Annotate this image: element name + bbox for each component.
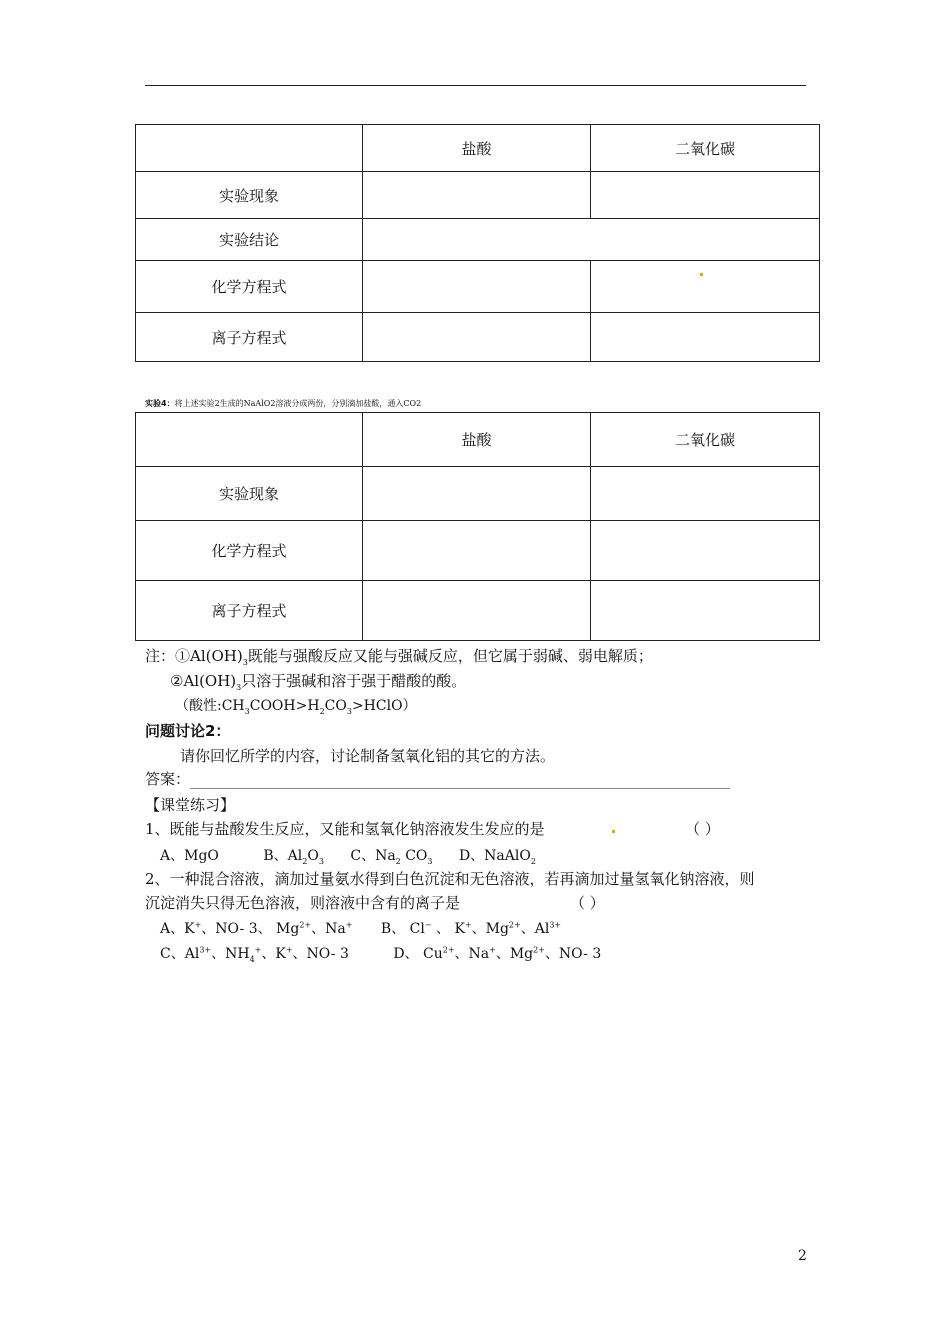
table-row [136, 581, 820, 641]
note-text: COOH>H [249, 698, 320, 714]
table-header-cell: 盐酸 [363, 125, 591, 172]
question-2-line-2: 沉淀消失只得无色溶液，则溶液中含有的离子是 [145, 894, 461, 912]
question-2-options-ab [160, 918, 561, 938]
subscript: 3 [236, 683, 242, 692]
subscript: 3 [346, 706, 352, 716]
practice-title: 【课堂练习】 [145, 796, 236, 814]
row-label: 化学方程式 [136, 261, 363, 313]
table-row [136, 261, 820, 313]
answer-cell[interactable] [363, 219, 820, 261]
option-b[interactable]: B、 Cl− 、 K+、$Mg^{2+}$、$Al^{3+}$ [380, 920, 562, 937]
note-text: >HClO） [351, 698, 417, 714]
caption-text: 将上述实验2生成的NaAlO2溶液分成两份，分别滴加盐酸，通入CO2 [174, 399, 422, 408]
note-1 [145, 645, 653, 667]
table-row [136, 313, 820, 362]
question-text: 1、既能与盐酸发生反应，又能和氢氧化钠溶液发生发应的是 [145, 820, 545, 838]
question-2-line-1: 2、一种混合溶液，滴加过量氨水得到白色沉淀和无色溶液，若再滴加过量氢氧化钠溶液，则 [145, 870, 755, 888]
answer-cell[interactable] [363, 172, 591, 219]
question-2-options-cd [160, 943, 601, 964]
row-label: 化学方程式 [136, 521, 363, 581]
answer-cell[interactable] [363, 467, 591, 521]
answer-cell[interactable] [591, 172, 820, 219]
answer-cell[interactable] [591, 581, 820, 641]
subscript: 3 [242, 658, 248, 667]
note-text: ②Al(OH) [170, 672, 237, 690]
table-header-row [136, 413, 820, 467]
experiment-4-caption [145, 398, 421, 409]
answer-label: 答案： [145, 770, 191, 788]
row-label: 离子方程式 [136, 581, 363, 641]
answer-cell[interactable] [591, 313, 820, 362]
table-header-row [136, 125, 820, 172]
option-c[interactable]: C、$Na_2$ $CO_3$ [350, 848, 433, 866]
subscript: 2 [319, 706, 325, 716]
question-1-options [160, 845, 536, 866]
table-header-cell: 二氧化碳 [591, 413, 820, 467]
answer-blank[interactable] [190, 774, 730, 789]
note-text: CO [324, 698, 347, 714]
note-2 [170, 670, 466, 692]
table-row [136, 467, 820, 521]
note-text: 只溶于强碱和溶于强于醋酸的酸。 [241, 672, 467, 690]
row-label: 实验现象 [136, 172, 363, 219]
answer-cell[interactable] [363, 581, 591, 641]
note-text: 既能与强酸反应又能与强碱反应，但它属于弱碱、弱电解质； [247, 647, 653, 665]
caption-label: 实验4： [145, 399, 175, 408]
table-header-cell [136, 413, 363, 467]
option-d[interactable]: D、NaAlO$_2$ [458, 848, 536, 866]
experiment-table-1 [135, 124, 820, 362]
table-header-cell: 盐酸 [363, 413, 591, 467]
answer-cell[interactable] [363, 313, 591, 362]
question-2-paren[interactable]: （ ） [570, 894, 605, 912]
option-a[interactable]: A、K+、NO- 3、 $Mg^{2+}$、Na+ [160, 920, 353, 937]
row-label: 离子方程式 [136, 313, 363, 362]
stray-mark [612, 830, 615, 833]
header-rule [145, 85, 806, 86]
option-a[interactable]: A、MgO [160, 848, 219, 864]
row-label: 实验结论 [136, 219, 363, 261]
answer-cell[interactable] [591, 467, 820, 521]
note-text: 注：①Al(OH) [145, 647, 243, 665]
discussion-title: 问题讨论2： [145, 722, 231, 740]
table-row [136, 521, 820, 581]
answer-cell[interactable] [591, 261, 820, 313]
answer-cell[interactable] [363, 521, 591, 581]
option-d[interactable]: D、 $Cu^{2+}$、Na+、$Mg^{2+}$、NO- 3 [393, 945, 602, 962]
stray-mark [700, 273, 703, 276]
table-header-cell [136, 125, 363, 172]
subscript: 3 [244, 706, 250, 716]
experiment-table-2 [135, 412, 820, 641]
question-1-paren[interactable]: （ ） [685, 820, 720, 838]
note-text: （酸性:CH [175, 698, 245, 714]
table-row [136, 219, 820, 261]
answer-cell[interactable] [591, 521, 820, 581]
answer-line [145, 768, 730, 789]
answer-cell[interactable] [363, 261, 591, 313]
discussion-text: 请你回忆所学的内容，讨论制备氢氧化铝的其它的方法。 [180, 747, 556, 765]
row-label: 实验现象 [136, 467, 363, 521]
table-row [136, 172, 820, 219]
option-b[interactable]: B、$Al_2O_3$ [263, 848, 324, 866]
table-header-cell: 二氧化碳 [591, 125, 820, 172]
option-c[interactable]: C、$Al^{3+}$、$NH_4^+$、K+、NO- 3 [160, 945, 349, 964]
question-1 [145, 818, 545, 839]
page-number: 2 [798, 1248, 807, 1264]
note-3 [175, 695, 417, 716]
